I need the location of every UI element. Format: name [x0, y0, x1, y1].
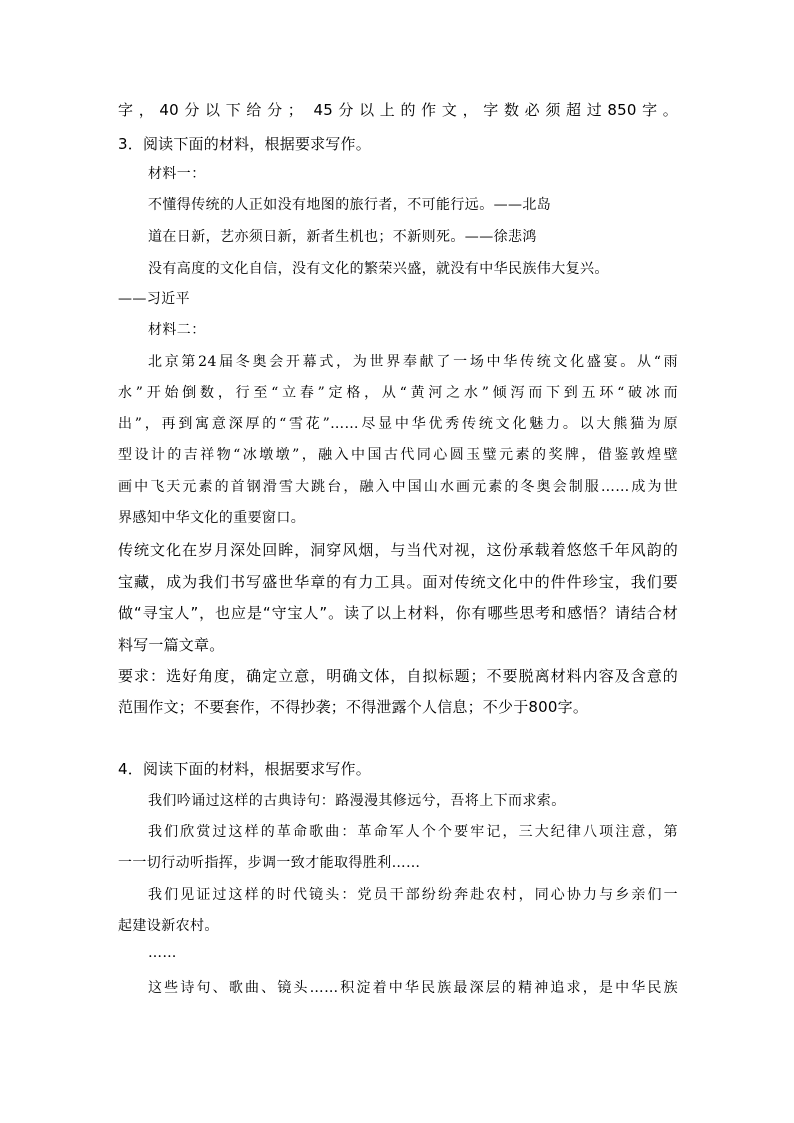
material-line: 我们吟诵过这样的古典诗句：路漫漫其修远兮，吾将上下而求索。 — [148, 793, 566, 809]
material-line: 一一切行动听指挥，步调一致才能取得胜利…… — [118, 855, 421, 871]
material-line: 起建设新农村。 — [118, 918, 219, 934]
material-line: 这些诗句、歌曲、镜头……积淀着中华民族最深层的精神追求，是中华民族 — [148, 980, 678, 996]
material-2-line: 出”，再到寓意深厚的“雪花”……尽显中华优秀传统文化魅力。以大熊猫为原 — [118, 416, 678, 432]
text-line-score-rule: 字，40分以下给分； 45分以上的作文，字数必须超过850字。 — [118, 101, 678, 119]
material-2-line: 水”开始倒数，行至“立春”定格，从“黄河之水”倾泻而下到五环“破冰而 — [118, 385, 678, 401]
material-2-line: 界感知中华文化的重要窗口。 — [118, 510, 306, 526]
material-1-label: 材料一： — [148, 166, 206, 182]
requirements-line: 要求：选好角度，确定立意，明确文体，自拟标题；不要脱离材料内容及含意的 — [118, 667, 678, 685]
quote-xi-jinping: 没有高度的文化自信，没有文化的繁荣兴盛，就没有中华民族伟大复兴。 — [148, 261, 609, 277]
material-2-line: 画中飞天元素的首钢滑雪大跳台，融入中国山水画元素的冬奥会制服……成为世 — [118, 479, 678, 495]
material-2-line: 型设计的吉祥物“冰墩墩”，融入中国古代同心圆玉璧元素的奖牌，借鉴敦煌壁 — [118, 447, 678, 463]
quote-xu-beihong: 道在日新，艺亦须日新，新者生机也；不新则死。——徐悲鸿 — [148, 229, 537, 245]
prompt-paragraph-line: 做“寻宝人”，也应是“守宝人”。读了以上材料，你有哪些思考和感悟？请结合材 — [118, 604, 678, 622]
material-2-label: 材料二： — [148, 322, 206, 338]
quote-attribution: ——习近平 — [118, 291, 190, 307]
material-line: 我们见证过这样的时代镜头：党员干部纷纷奔赴农村，同心协力与乡亲们一 — [148, 887, 678, 903]
prompt-paragraph-line: 料写一篇文章。 — [118, 636, 225, 654]
material-2-line: 北京第24届冬奥会开幕式，为世界奉献了一场中华传统文化盛宴。从“雨 — [148, 354, 678, 370]
prompt-paragraph-line: 宝藏，成为我们书写盛世华章的有力工具。面对传统文化中的件件珍宝，我们要 — [118, 573, 678, 591]
requirements-line: 范围作文；不要套作，不得抄袭；不得泄露个人信息；不少于800字。 — [118, 698, 589, 716]
ellipsis-line: …… — [148, 945, 177, 961]
question-3-heading: 3．阅读下面的材料，根据要求写作。 — [118, 135, 371, 153]
material-line: 我们欣赏过这样的革命歌曲：革命军人个个要牢记，三大纪律八项注意，第 — [148, 824, 678, 840]
quote-bei-dao: 不懂得传统的人正如没有地图的旅行者，不可能行远。——北岛 — [148, 197, 552, 213]
question-4-heading: 4．阅读下面的材料，根据要求写作。 — [118, 760, 371, 778]
prompt-paragraph-line: 传统文化在岁月深处回眸，洞穿风烟，与当代对视，这份承载着悠悠千年风韵的 — [118, 541, 678, 559]
